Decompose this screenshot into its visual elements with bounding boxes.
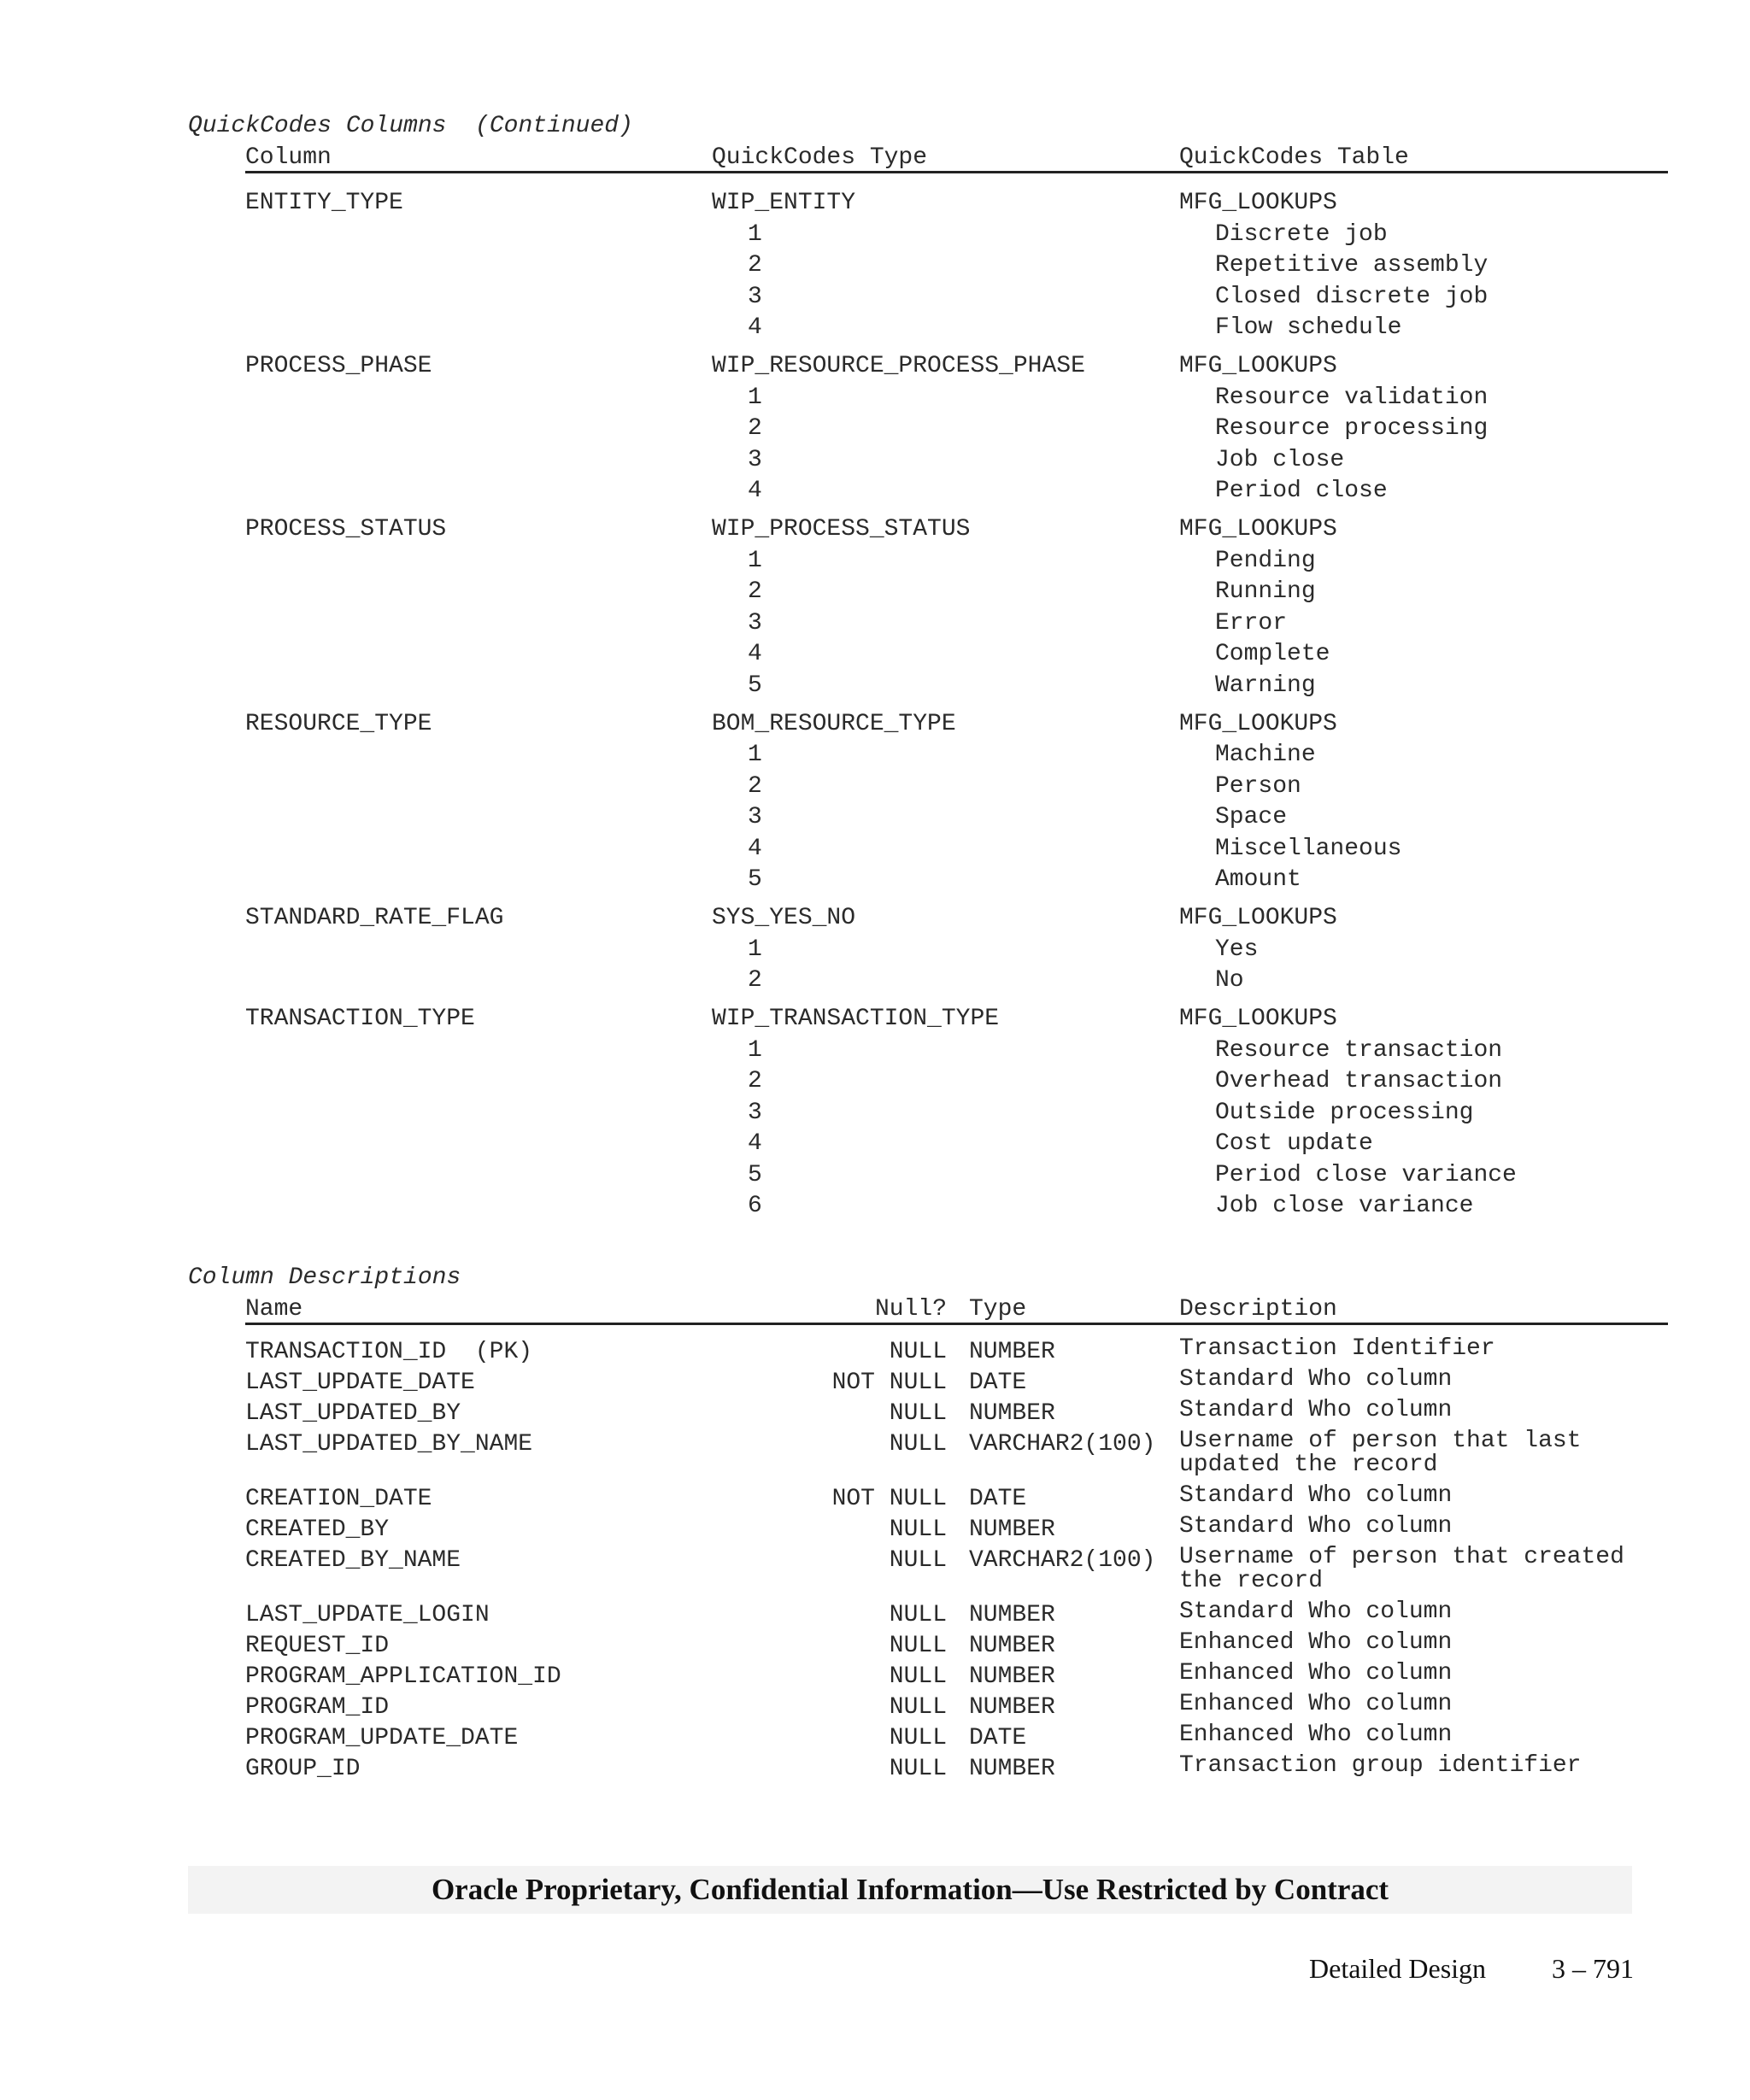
- quickcode-value-code: 6: [748, 1193, 762, 1219]
- quickcodes-header-type: QuickCodes Type: [712, 144, 928, 171]
- quickcode-value-meaning: Flow schedule: [1215, 314, 1402, 341]
- quickcode-value-code: 3: [748, 283, 762, 310]
- column-name: LAST_UPDATE_DATE: [245, 1370, 475, 1396]
- column-description: Standard Who column: [1179, 1513, 1453, 1540]
- quickcode-value-meaning: Pending: [1215, 547, 1316, 574]
- column-name: CREATED_BY_NAME: [245, 1547, 461, 1574]
- quickcode-value-code: 2: [748, 252, 762, 279]
- quickcode-type: WIP_PROCESS_STATUS: [712, 516, 971, 543]
- quickcode-value-code: 3: [748, 609, 762, 636]
- column-type: NUMBER: [969, 1694, 1055, 1721]
- quickcode-value-meaning: Overhead transaction: [1215, 1068, 1503, 1094]
- quickcode-value-meaning: Machine: [1215, 742, 1316, 768]
- banner-text: Oracle Proprietary, Confidential Information––Use Restricted by Contract: [431, 1873, 1389, 1906]
- columns-header-name: Name: [245, 1296, 303, 1323]
- columns-header-type: Type: [969, 1296, 1027, 1323]
- quickcode-table: MFG_LOOKUPS: [1179, 190, 1337, 216]
- quickcode-value-code: 1: [748, 547, 762, 574]
- column-type: VARCHAR2(100): [969, 1431, 1156, 1458]
- column-description: Username of person that created the record: [1179, 1544, 1639, 1594]
- column-name: PROGRAM_ID: [245, 1694, 390, 1721]
- quickcodes-header-column: Column: [245, 144, 332, 171]
- quickcode-value-code: 4: [748, 478, 762, 504]
- columns-section-title: Column Descriptions: [188, 1264, 461, 1291]
- column-type: NUMBER: [969, 1602, 1055, 1628]
- quickcode-value-meaning: Yes: [1215, 936, 1259, 963]
- footer-section: Detailed Design: [1309, 1953, 1487, 1984]
- column-type: DATE: [969, 1370, 1027, 1396]
- quickcode-value-code: 1: [748, 1036, 762, 1064]
- quickcode-value-meaning: Cost update: [1215, 1130, 1373, 1157]
- quickcode-value-meaning: Closed discrete job: [1215, 283, 1489, 310]
- quickcode-table: MFG_LOOKUPS: [1179, 905, 1337, 931]
- column-type: NUMBER: [969, 1633, 1055, 1659]
- column-nullable: NULL: [889, 1602, 947, 1628]
- column-name: CREATION_DATE: [245, 1486, 432, 1512]
- column-type: NUMBER: [969, 1663, 1055, 1690]
- column-description: Standard Who column: [1179, 1482, 1453, 1509]
- column-type: VARCHAR2(100): [969, 1547, 1156, 1574]
- quickcode-value-meaning: Space: [1215, 804, 1288, 830]
- column-nullable: NULL: [889, 1633, 947, 1659]
- quickcode-value-meaning: Job close: [1215, 446, 1345, 473]
- quickcode-value-meaning: Resource validation: [1215, 384, 1489, 411]
- quickcode-type: SYS_YES_NO: [712, 905, 856, 931]
- quickcode-table: MFG_LOOKUPS: [1179, 1006, 1337, 1032]
- quickcode-value-meaning: Running: [1215, 578, 1316, 605]
- quickcode-value-meaning: Period close variance: [1215, 1161, 1517, 1188]
- quickcodes-section-title: QuickCodes Columns (Continued): [188, 113, 633, 139]
- column-name: LAST_UPDATED_BY_NAME: [245, 1431, 533, 1458]
- quickcode-table: MFG_LOOKUPS: [1179, 516, 1337, 543]
- quickcode-value-meaning: Job close variance: [1215, 1193, 1474, 1219]
- column-description: Enhanced Who column: [1179, 1691, 1453, 1717]
- column-name: REQUEST_ID: [245, 1633, 390, 1659]
- quickcode-value-code: 4: [748, 835, 762, 862]
- quickcode-value-meaning: Repetitive assembly: [1215, 252, 1489, 279]
- quickcode-table: MFG_LOOKUPS: [1179, 353, 1337, 379]
- column-type: NUMBER: [969, 1339, 1055, 1365]
- quickcode-column-name: RESOURCE_TYPE: [245, 710, 432, 737]
- column-nullable: NULL: [889, 1400, 947, 1427]
- column-nullable: NULL: [889, 1547, 947, 1574]
- column-nullable: NOT NULL: [831, 1370, 947, 1396]
- quickcode-value-code: 2: [748, 1068, 762, 1094]
- footer-page-number: 3 – 791: [1552, 1953, 1634, 1984]
- column-description: Enhanced Who column: [1179, 1629, 1453, 1656]
- quickcode-value-meaning: Warning: [1215, 672, 1316, 699]
- quickcode-value-meaning: Resource transaction: [1215, 1036, 1503, 1064]
- quickcode-table: MFG_LOOKUPS: [1179, 710, 1337, 737]
- column-description: Transaction Identifier: [1179, 1335, 1495, 1362]
- quickcode-value-meaning: Period close: [1215, 478, 1388, 504]
- quickcode-value-meaning: Person: [1215, 772, 1301, 800]
- columns-header-description: Description: [1179, 1296, 1337, 1323]
- column-description: Standard Who column: [1179, 1366, 1453, 1393]
- column-type: DATE: [969, 1486, 1027, 1512]
- quickcode-value-code: 5: [748, 1161, 762, 1188]
- quickcode-type: BOM_RESOURCE_TYPE: [712, 710, 956, 737]
- column-name: TRANSACTION_ID (PK): [245, 1339, 533, 1365]
- column-name: PROGRAM_UPDATE_DATE: [245, 1725, 519, 1751]
- column-description: Transaction group identifier: [1179, 1752, 1582, 1779]
- column-type: NUMBER: [969, 1516, 1055, 1543]
- column-name: CREATED_BY: [245, 1516, 390, 1543]
- column-nullable: NOT NULL: [831, 1486, 947, 1512]
- quickcode-value-code: 2: [748, 415, 762, 442]
- quickcode-value-meaning: Amount: [1215, 866, 1301, 893]
- quickcode-type: WIP_RESOURCE_PROCESS_PHASE: [712, 353, 1085, 379]
- quickcode-value-code: 2: [748, 772, 762, 800]
- quickcode-column-name: STANDARD_RATE_FLAG: [245, 905, 504, 931]
- column-nullable: NULL: [889, 1756, 947, 1782]
- columns-header-null: Null?: [874, 1296, 947, 1323]
- quickcode-value-code: 4: [748, 314, 762, 341]
- quickcode-column-name: ENTITY_TYPE: [245, 190, 403, 216]
- quickcode-value-meaning: Resource processing: [1215, 415, 1489, 442]
- quickcode-value-code: 5: [748, 672, 762, 699]
- column-nullable: NULL: [889, 1694, 947, 1721]
- quickcode-column-name: PROCESS_STATUS: [245, 516, 447, 543]
- quickcode-value-code: 4: [748, 1130, 762, 1157]
- column-nullable: NULL: [889, 1725, 947, 1751]
- column-description: Standard Who column: [1179, 1598, 1453, 1625]
- column-name: LAST_UPDATE_LOGIN: [245, 1602, 490, 1628]
- quickcode-value-code: 4: [748, 641, 762, 667]
- column-name: PROGRAM_APPLICATION_ID: [245, 1663, 561, 1690]
- quickcode-value-code: 3: [748, 804, 762, 830]
- column-nullable: NULL: [889, 1663, 947, 1690]
- quickcode-value-code: 3: [748, 446, 762, 473]
- column-nullable: NULL: [889, 1431, 947, 1458]
- column-type: NUMBER: [969, 1400, 1055, 1427]
- quickcode-value-meaning: Error: [1215, 609, 1288, 636]
- quickcode-column-name: TRANSACTION_TYPE: [245, 1006, 475, 1032]
- quickcode-value-code: 2: [748, 578, 762, 605]
- quickcode-value-code: 3: [748, 1099, 762, 1126]
- columns-header-rule: [245, 1323, 1668, 1325]
- column-description: Standard Who column: [1179, 1397, 1453, 1423]
- quickcode-value-meaning: No: [1215, 967, 1244, 994]
- confidentiality-banner: [188, 1866, 1632, 1914]
- column-name: GROUP_ID: [245, 1756, 361, 1782]
- quickcode-value-code: 1: [748, 384, 762, 411]
- column-description: Enhanced Who column: [1179, 1722, 1453, 1748]
- quickcodes-header-rule: [245, 171, 1668, 173]
- quickcode-value-code: 2: [748, 967, 762, 994]
- quickcode-value-code: 1: [748, 220, 762, 248]
- column-type: DATE: [969, 1725, 1027, 1751]
- column-description: Username of person that last updated the record: [1179, 1428, 1596, 1478]
- quickcode-value-meaning: Miscellaneous: [1215, 835, 1402, 862]
- quickcodes-header-table: QuickCodes Table: [1179, 144, 1409, 171]
- quickcode-value-meaning: Outside processing: [1215, 1099, 1474, 1126]
- quickcode-value-meaning: Complete: [1215, 641, 1330, 667]
- quickcode-value-meaning: Discrete job: [1215, 220, 1388, 248]
- column-nullable: NULL: [889, 1339, 947, 1365]
- quickcode-value-code: 5: [748, 866, 762, 893]
- column-description: Enhanced Who column: [1179, 1660, 1453, 1686]
- column-nullable: NULL: [889, 1516, 947, 1543]
- column-type: NUMBER: [969, 1756, 1055, 1782]
- column-name: LAST_UPDATED_BY: [245, 1400, 461, 1427]
- quickcode-value-code: 1: [748, 936, 762, 963]
- quickcode-type: WIP_TRANSACTION_TYPE: [712, 1006, 1000, 1032]
- quickcode-value-code: 1: [748, 742, 762, 768]
- quickcode-column-name: PROCESS_PHASE: [245, 353, 432, 379]
- quickcode-type: WIP_ENTITY: [712, 190, 856, 216]
